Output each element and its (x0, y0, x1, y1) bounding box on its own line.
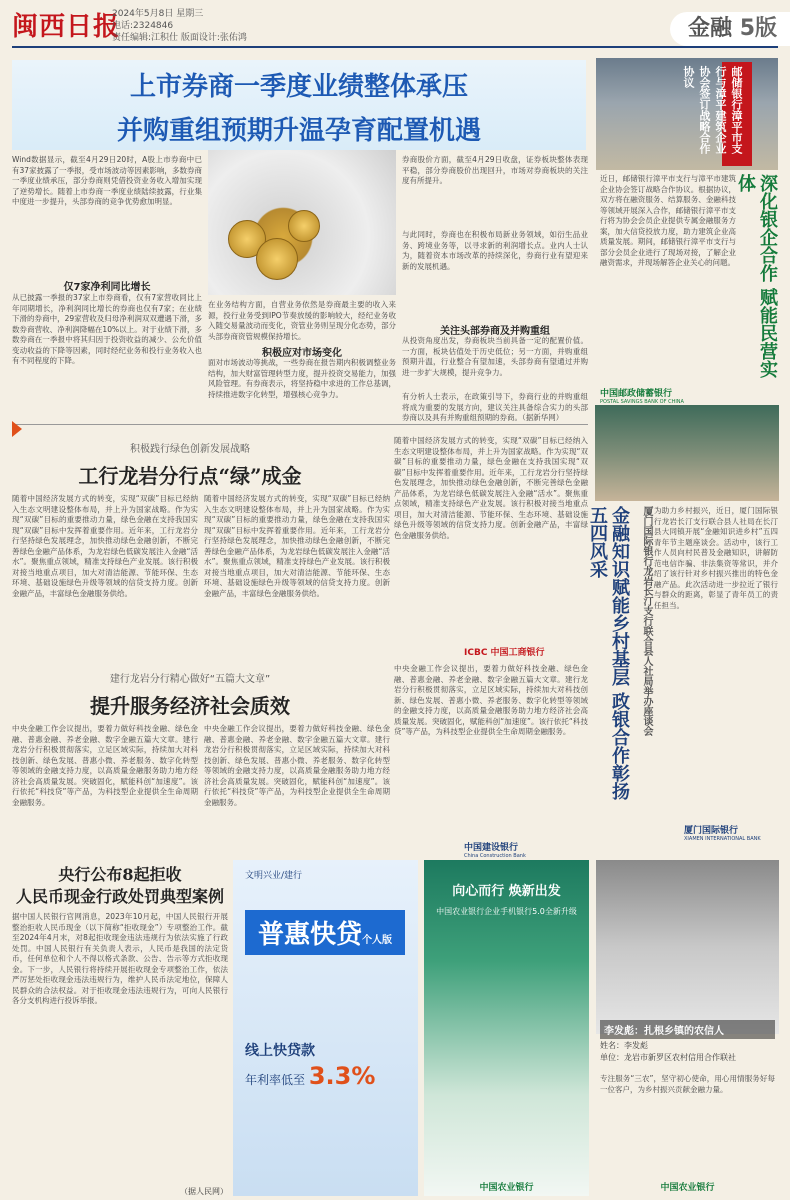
xib-meeting-photo (595, 405, 779, 501)
lead-paragraph-8: 有分析人士表示，在政策引导下，券商行业的并购重组将成为重要的发展方向，建议关注具备综合实力的头部券商以及具有并购重组预期的券商。（据新华网） (402, 392, 588, 422)
masthead-meta (112, 8, 247, 44)
lead-paragraph-1: Wind数据显示，截至4月29日20时，A股上市券商中已有37家披露了一季报，受市场波动等因素影响，多数券商一季度业绩承压，部分券商则凭借投资业务收入增加实现了逆势增长。随着上市券商一季度业绩陆续披露，行业集中度进一步提升，头部券商的竞争优势愈加明显。 (12, 155, 202, 206)
profile-logo: 中国农业银行 (660, 1183, 715, 1193)
top-rule (12, 46, 778, 48)
ad1-line1: 线上快贷款 (245, 1043, 315, 1059)
newspaper-logo: 闽西日报 (12, 12, 121, 42)
xib-logo-en: XIAMEN INTERNATIONAL BANK (684, 836, 761, 842)
lead-paragraph-2: 从已披露一季报的37家上市券商看，仅有7家营收同比上年同期增长，净利润同比增长的券商也仅有7家；在业绩下滑的券商中，29家营收及归母净利润双双遭遇下滑，多数券商营收、净利润降幅在10%以上。对于业绩下滑，多数券商在一季报中将其归因于投资收益的减少、公允价值变动收益的下降等因素，同时经纪业务和投行业务收入也有不同程度的下降。 (12, 293, 202, 365)
section-divider (12, 424, 588, 425)
ccb-body-col3: 中央金融工作会议提出，要着力做好科技金融、绿色金融、普惠金融、养老金融、数字金融五篇大文章。建行龙岩分行积极贯彻落实，立足区域实际，持续加大对科技创新、绿色发展、普惠小微、养老服务、数字化转型等领域的金融支持力度，以高质量金融服务助力地方经济社会高质量发展。突破固化，赋能科创“加速度”。该行依托“科技贷”等产品，为科技型企业提供全生命周期金融服务。 (394, 664, 588, 736)
ad2-sub: 中国农业银行企业手机银行5.0全新升级 (436, 907, 577, 916)
lead-paragraph-3: 在业务结构方面，自营业务依然是券商最主要的收入来源，投行业务受到IPO节奏放缓的影响较大，经纪业务收入随交易量波动而变化，资管业务则呈现分化态势，部分头部券商资管规模保持增长。 (208, 300, 396, 341)
ad1-title-text: 普惠快贷 (257, 920, 362, 950)
pboc-headline-1: 央行公布8起拒收 (58, 865, 182, 884)
xib-logo (684, 823, 761, 842)
lead-paragraph-4: 券商股价方面，截至4月29日收盘，证券板块整体表现平稳，部分券商股价出现回升，市场对券商板块的关注度有所提升。 (402, 155, 588, 185)
ad1-title-suffix: 个人版 (362, 935, 392, 946)
editor-line: 责任编辑:江积仕 版面设计:张佑鸿 (112, 33, 247, 43)
coins-photo (208, 150, 396, 295)
profile-quote: 专注服务“三农”，坚守初心使命，用心用情服务好每一位客户，为乡村振兴贡献金融力量。 (600, 1074, 775, 1094)
xib-subtitle: 厦门国际银行龙岩长汀支行联合县人社局举办座谈会 (641, 506, 652, 736)
section-tab (670, 12, 790, 46)
ad1-rate: 3.3% (308, 1062, 376, 1090)
coin-image (288, 210, 320, 242)
lead-paragraph-7: 从投资角度出发，券商板块当前具备一定的配置价值。一方面，板块估值处于历史低位；另一方面，并购重组预期升温，行业整合有望加速，头部券商有望通过并购进一步扩大规模，提升竞争力。 (402, 336, 588, 377)
xib-body: 为助力乡村振兴，近日，厦门国际银行龙岩长汀支行联合县人社局在长汀县大同镇开展“金融知识进乡村”五四青年节主题座谈会。活动中，该行工作人员向村民普及金融知识，讲解防范电信诈骗、非法集资等常识，并介绍了该行针对乡村振兴推出的特色金融产品。此次活动进一步拉近了银行与群众的距离，彰显了青年员工的责任担当。 (654, 506, 778, 610)
pboc-source: （据人民网） (180, 1187, 228, 1196)
ccb-logo (464, 840, 526, 859)
psbc-headline: 深化银企合作 赋能民营实体 (735, 174, 778, 379)
xib-logo-text: 厦门国际银行 (684, 826, 739, 836)
phone-line: 电话:2324846 (112, 21, 174, 31)
lead-paragraph-6: 与此同时，券商也在积极布局新业务领域，如衍生品业务、跨境业务等，以寻求新的利润增长点。业内人士认为，随着资本市场改革的持续深化，券商行业有望迎来新的发展机遇。 (402, 230, 588, 271)
pboc-headline-2: 人民币现金行政处罚典型案例 (15, 887, 224, 906)
profile-photo (596, 860, 779, 1034)
page-number: 5版 (739, 16, 777, 41)
lead-subhead-2: 积极应对市场变化 (262, 348, 342, 359)
icbc-body-col2: 随着中国经济发展方式的转变，实现“双碳”目标已经纳入生态文明建设整体布局，并上升为国家战略。作为实现“双碳”目标的重要推动力量，绿色金融在支持我国实现“双碳”目标中发挥着重要作用。近年来，工行龙岩分行坚持绿色发展理念，加快推动绿色金融创新，不断完善绿色金融产品体系，为龙岩绿色低碳发展注入金融“活水”。聚焦重点领域，精准支持绿色产业发展。该行积极对接当地重点项目，加大对清洁能源、节能环保、生态环境、基础设施绿色升级等领域的信贷支持力度。创新金融产品，丰富绿色金融服务供给。 (204, 494, 390, 598)
ccb-body-col2: 中央金融工作会议提出，要着力做好科技金融、绿色金融、普惠金融、养老金融、数字金融五篇大文章。建行龙岩分行积极贯彻落实，立足区域实际，持续加大对科技创新、绿色发展、普惠小微、养老服务、数字化转型等领域的金融支持力度，以高质量金融服务助力地方经济社会高质量发展。突破固化，赋能科创“加速度”。该行依托“科技贷”等产品，为科技型企业提供全生命周期金融服务。 (204, 724, 390, 807)
ad1-line2 (245, 1062, 405, 1090)
icbc-logo: ICBC 中国工商银行 (464, 648, 545, 658)
psbc-body: 近日，邮储银行漳平市支行与漳平市建筑企业协会签订战略合作协议。根据协议，双方将在融资服务、结算服务、金融科技等领域开展深入合作，邮储银行漳平市支行将为协会会员企业提供专属金融服务方案，加大信贷投放力度，助力建筑企业高质量发展。期间，邮储银行漳平市支行与部分会员企业进行了现场对接，了解企业融资需求，并现场解答企业关心的问题。 (600, 174, 736, 267)
xib-headline: 金融知识赋能乡村基层 政银合作彰扬五四风采 (587, 506, 630, 801)
ad1-brand: 文明兴业/建行 (245, 871, 303, 881)
section-name: 金融 (688, 16, 733, 41)
ccb-headline: 提升服务经济社会质效 (90, 694, 290, 718)
icbc-kicker: 积极践行绿色创新发展战略 (130, 444, 250, 455)
profile-caption: 李发彪：扎根乡镇的农信人 (600, 1020, 775, 1039)
ad1-line2-text: 年利率低至 (245, 1073, 306, 1087)
arrow-marker-icon (12, 421, 22, 437)
profile-name: 姓名：李发彪 (600, 1041, 648, 1050)
ccb-logo-text: 中国建设银行 (464, 843, 519, 853)
coin-image (256, 238, 298, 280)
psbc-logo (600, 386, 776, 405)
ad2-logo: 中国农业银行 (479, 1183, 534, 1193)
profile-unit: 单位：龙岩市新罗区农村信用合作联社 (600, 1053, 736, 1062)
icbc-headline: 工行龙岩分行点“绿”成金 (78, 464, 302, 488)
lead-headline-1: 上市券商一季度业绩整体承压 (129, 72, 468, 102)
ccb-logo-en: China Construction Bank (464, 853, 526, 859)
ccb-body: 中央金融工作会议提出，要着力做好科技金融、绿色金融、普惠金融、养老金融、数字金融五篇大文章。建行龙岩分行积极贯彻落实，立足区域实际，持续加大对科技创新、绿色发展、普惠小微、养老服务、数字化转型等领域的金融支持力度，以高质量金融服务助力地方经济社会高质量发展。突破固化，赋能科创“加速度”。该行依托“科技贷”等产品，为科技型企业提供全生命周期金融服务。 (12, 724, 198, 807)
psbc-banner: 邮储银行漳平市支行与漳平建筑企业协会签订战略合作协议 (722, 62, 752, 166)
icbc-body: 随着中国经济发展方式的转变，实现“双碳”目标已经纳入生态文明建设整体布局，并上升为国家战略。作为实现“双碳”目标的重要推动力量，绿色金融在支持我国实现“双碳”目标中发挥着重要作用。近年来，工行龙岩分行坚持绿色发展理念，加快推动绿色金融创新，不断完善绿色金融产品体系，为龙岩绿色低碳发展注入金融“活水”。聚焦重点领域，精准支持绿色产业发展。该行积极对接当地重点项目，加大对清洁能源、节能环保、生态环境、基础设施绿色升级等领域的信贷支持力度。创新金融产品，丰富绿色金融服务供给。 (12, 494, 198, 598)
lead-subhead-3: 关注头部券商及并购重组 (440, 326, 550, 337)
lead-headline-2: 并购重组预期升温孕育配置机遇 (116, 116, 481, 146)
icbc-body-col3: 随着中国经济发展方式的转变，实现“双碳”目标已经纳入生态文明建设整体布局，并上升为国家战略。作为实现“双碳”目标的重要推动力量，绿色金融在支持我国实现“双碳”目标中发挥着重要作用。近年来，工行龙岩分行坚持绿色发展理念，加快推动绿色金融创新，不断完善绿色金融产品体系，为龙岩绿色低碳发展注入金融“活水”。聚焦重点领域，精准支持绿色产业发展。该行积极对接当地重点项目，加大对清洁能源、节能环保、生态环境、基础设施绿色升级等领域的信贷支持力度。创新金融产品，丰富绿色金融服务供给。 (394, 436, 588, 540)
ccb-kicker: 建行龙岩分行精心做好“五篇大文章” (109, 674, 271, 685)
lead-paragraph-5: 面对市场波动等挑战，一些券商在报告期内积极调整业务结构，加大财富管理转型力度，提升投资交易能力，加强风险管理。有券商表示，将坚持稳中求进的工作总基调，持续推进数字化转型，增强核心竞争力。 (208, 358, 396, 399)
date-line: 2024年5月8日 星期三 (112, 9, 204, 19)
psbc-logo-en: POSTAL SAVINGS BANK OF CHINA (600, 399, 684, 405)
pboc-body: 据中国人民银行官网消息，2023年10月起，中国人民银行开展整治拒收人民币现金（以下简称“拒收现金”）专项整治工作。截至2024年4月末，对8起拒收现金违法违规行为依法实施了行政处罚。中国人民银行有关负责人表示，人民币是我国的法定货币，任何单位和个人不得以格式条款、公告、告示等方式拒收现金。下一步，人民银行将持续开展拒收现金专项整治工作，依法严厉惩处拒收现金违法违规行为，维护人民币法定地位，保障人民群众的合法权益。对于拒收现金违法违规行为，可向人民银行各分支机构进行投诉举报。 (12, 912, 228, 1005)
ad1-title (245, 910, 405, 955)
lead-subhead-1: 仅7家净利同比增长 (63, 282, 151, 293)
ad2-slogan: 向心而行 焕新出发 (452, 884, 561, 899)
psbc-logo-text: 中国邮政储蓄银行 (600, 389, 673, 399)
